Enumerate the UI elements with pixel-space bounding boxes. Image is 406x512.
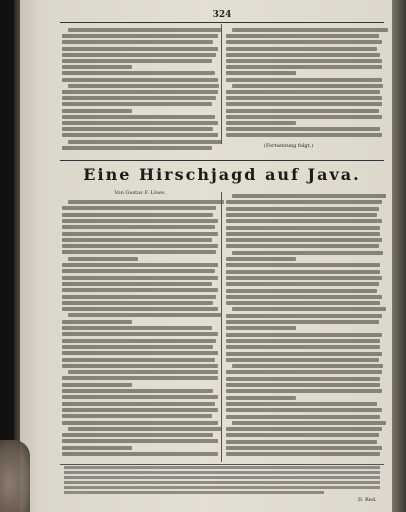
text-line [62,345,213,349]
text-line [62,53,216,57]
text-line [226,396,296,400]
text-line [226,226,380,230]
article-byline: Von Gustav F. Löwe. [114,190,166,196]
text-line [232,28,388,32]
text-line [68,313,221,317]
text-line [226,90,380,94]
text-line [226,232,380,236]
text-line [62,232,218,236]
upper-right-column-text [226,28,382,140]
text-line [62,276,218,280]
text-line [226,440,377,444]
text-line [62,78,218,82]
text-line [232,307,386,311]
text-line [62,47,218,51]
text-line [62,351,218,355]
text-line [62,395,218,399]
text-line [226,345,380,349]
text-line [62,102,212,106]
thumb-holding-page [0,440,30,512]
text-line [226,96,382,100]
footnote-line [64,471,380,474]
text-line [226,452,380,456]
footnote-text [64,466,382,496]
text-line [68,427,222,431]
lower-column-divider [221,192,222,462]
text-line [62,219,218,223]
text-line [62,71,215,75]
text-line [62,225,215,229]
text-line [62,383,132,387]
text-line [226,47,377,51]
text-line [226,263,380,267]
footnote-line [64,481,380,484]
text-line [226,65,382,69]
footnote-rule [60,464,384,465]
upper-column-divider [221,24,222,144]
page-header [60,10,384,24]
text-line [68,257,138,261]
text-line [68,84,219,88]
text-line [62,446,132,450]
text-line [62,146,212,150]
text-line [232,364,383,368]
text-line [62,96,216,100]
text-line [226,408,382,412]
text-line [62,326,212,330]
text-line [62,364,218,368]
text-line [226,276,382,280]
text-line [62,332,218,336]
text-line [62,121,218,125]
text-line [62,307,218,311]
dark-background-edge [0,0,14,512]
text-line [226,314,382,318]
text-line [226,133,382,137]
text-line [62,408,218,412]
text-line [62,414,212,418]
text-line [226,102,382,106]
text-line [226,320,379,324]
text-line [226,326,296,330]
text-line [226,127,380,131]
text-line [226,40,382,44]
lower-right-column-text [226,194,382,460]
text-line [226,282,379,286]
text-line [226,59,382,63]
footnote-line [64,466,380,469]
text-line [226,389,382,393]
text-line [62,65,132,69]
text-line [62,320,132,324]
text-line [232,251,383,255]
text-line [226,433,379,437]
text-line [226,383,380,387]
text-line [68,28,221,32]
article-title-block [60,165,384,185]
text-line [226,213,377,217]
text-line [226,402,377,406]
text-line [62,402,215,406]
text-line [226,377,380,381]
upper-left-column-text [62,28,218,154]
text-line [62,376,218,380]
text-line [226,34,379,38]
text-line [226,200,382,204]
text-line [62,244,218,248]
text-line [62,433,213,437]
text-line [226,115,382,119]
text-line [62,339,216,343]
text-line [62,439,218,443]
text-line [62,389,213,393]
text-line [226,427,382,431]
text-line [62,263,218,267]
text-line [226,446,382,450]
text-line [226,295,382,299]
text-line [226,370,382,374]
page-number: 324 [212,10,232,20]
text-line [226,121,296,125]
text-line [62,288,218,292]
text-line [226,270,380,274]
lower-left-column-text [62,200,218,460]
text-line [226,53,380,57]
text-line [226,415,380,419]
text-line [62,59,212,63]
text-line [226,289,377,293]
text-line [62,421,218,425]
text-line [226,207,379,211]
text-line [226,109,379,113]
article-title: Eine Hirschjagd auf Java. [83,165,361,184]
text-line [68,370,218,374]
footnote-line [64,476,380,479]
text-line [232,84,383,88]
text-line [232,421,386,425]
footnote-line [64,491,324,494]
editor-signature: D. Red. [358,497,377,503]
text-line [226,238,382,242]
text-line [226,352,382,356]
header-rule [60,22,384,23]
text-line [226,219,382,223]
text-line [62,358,215,362]
text-line [62,282,212,286]
text-line [62,452,218,456]
page-right-edge [392,0,406,512]
text-line [232,194,386,198]
text-line [62,206,216,210]
text-line [62,295,216,299]
text-line [226,71,296,75]
text-line [226,358,379,362]
text-line [226,301,380,305]
text-line [62,127,213,131]
text-line [62,109,132,113]
text-line [62,133,218,137]
text-line [226,244,379,248]
text-line [62,115,215,119]
footnote-line [64,486,380,489]
section-divider-rule [60,160,384,161]
text-line [62,90,218,94]
continuation-note: (Fortsetzung folgt.) [264,143,314,149]
text-line [226,339,380,343]
text-line [62,34,218,38]
text-line [62,269,215,273]
text-line [226,333,382,337]
text-line [226,78,382,82]
text-line [68,200,224,204]
text-line [62,40,213,44]
text-line [68,140,222,144]
text-line [62,250,216,254]
text-line [62,213,213,217]
text-line [62,301,213,305]
text-line [62,238,212,242]
text-line [226,257,296,261]
